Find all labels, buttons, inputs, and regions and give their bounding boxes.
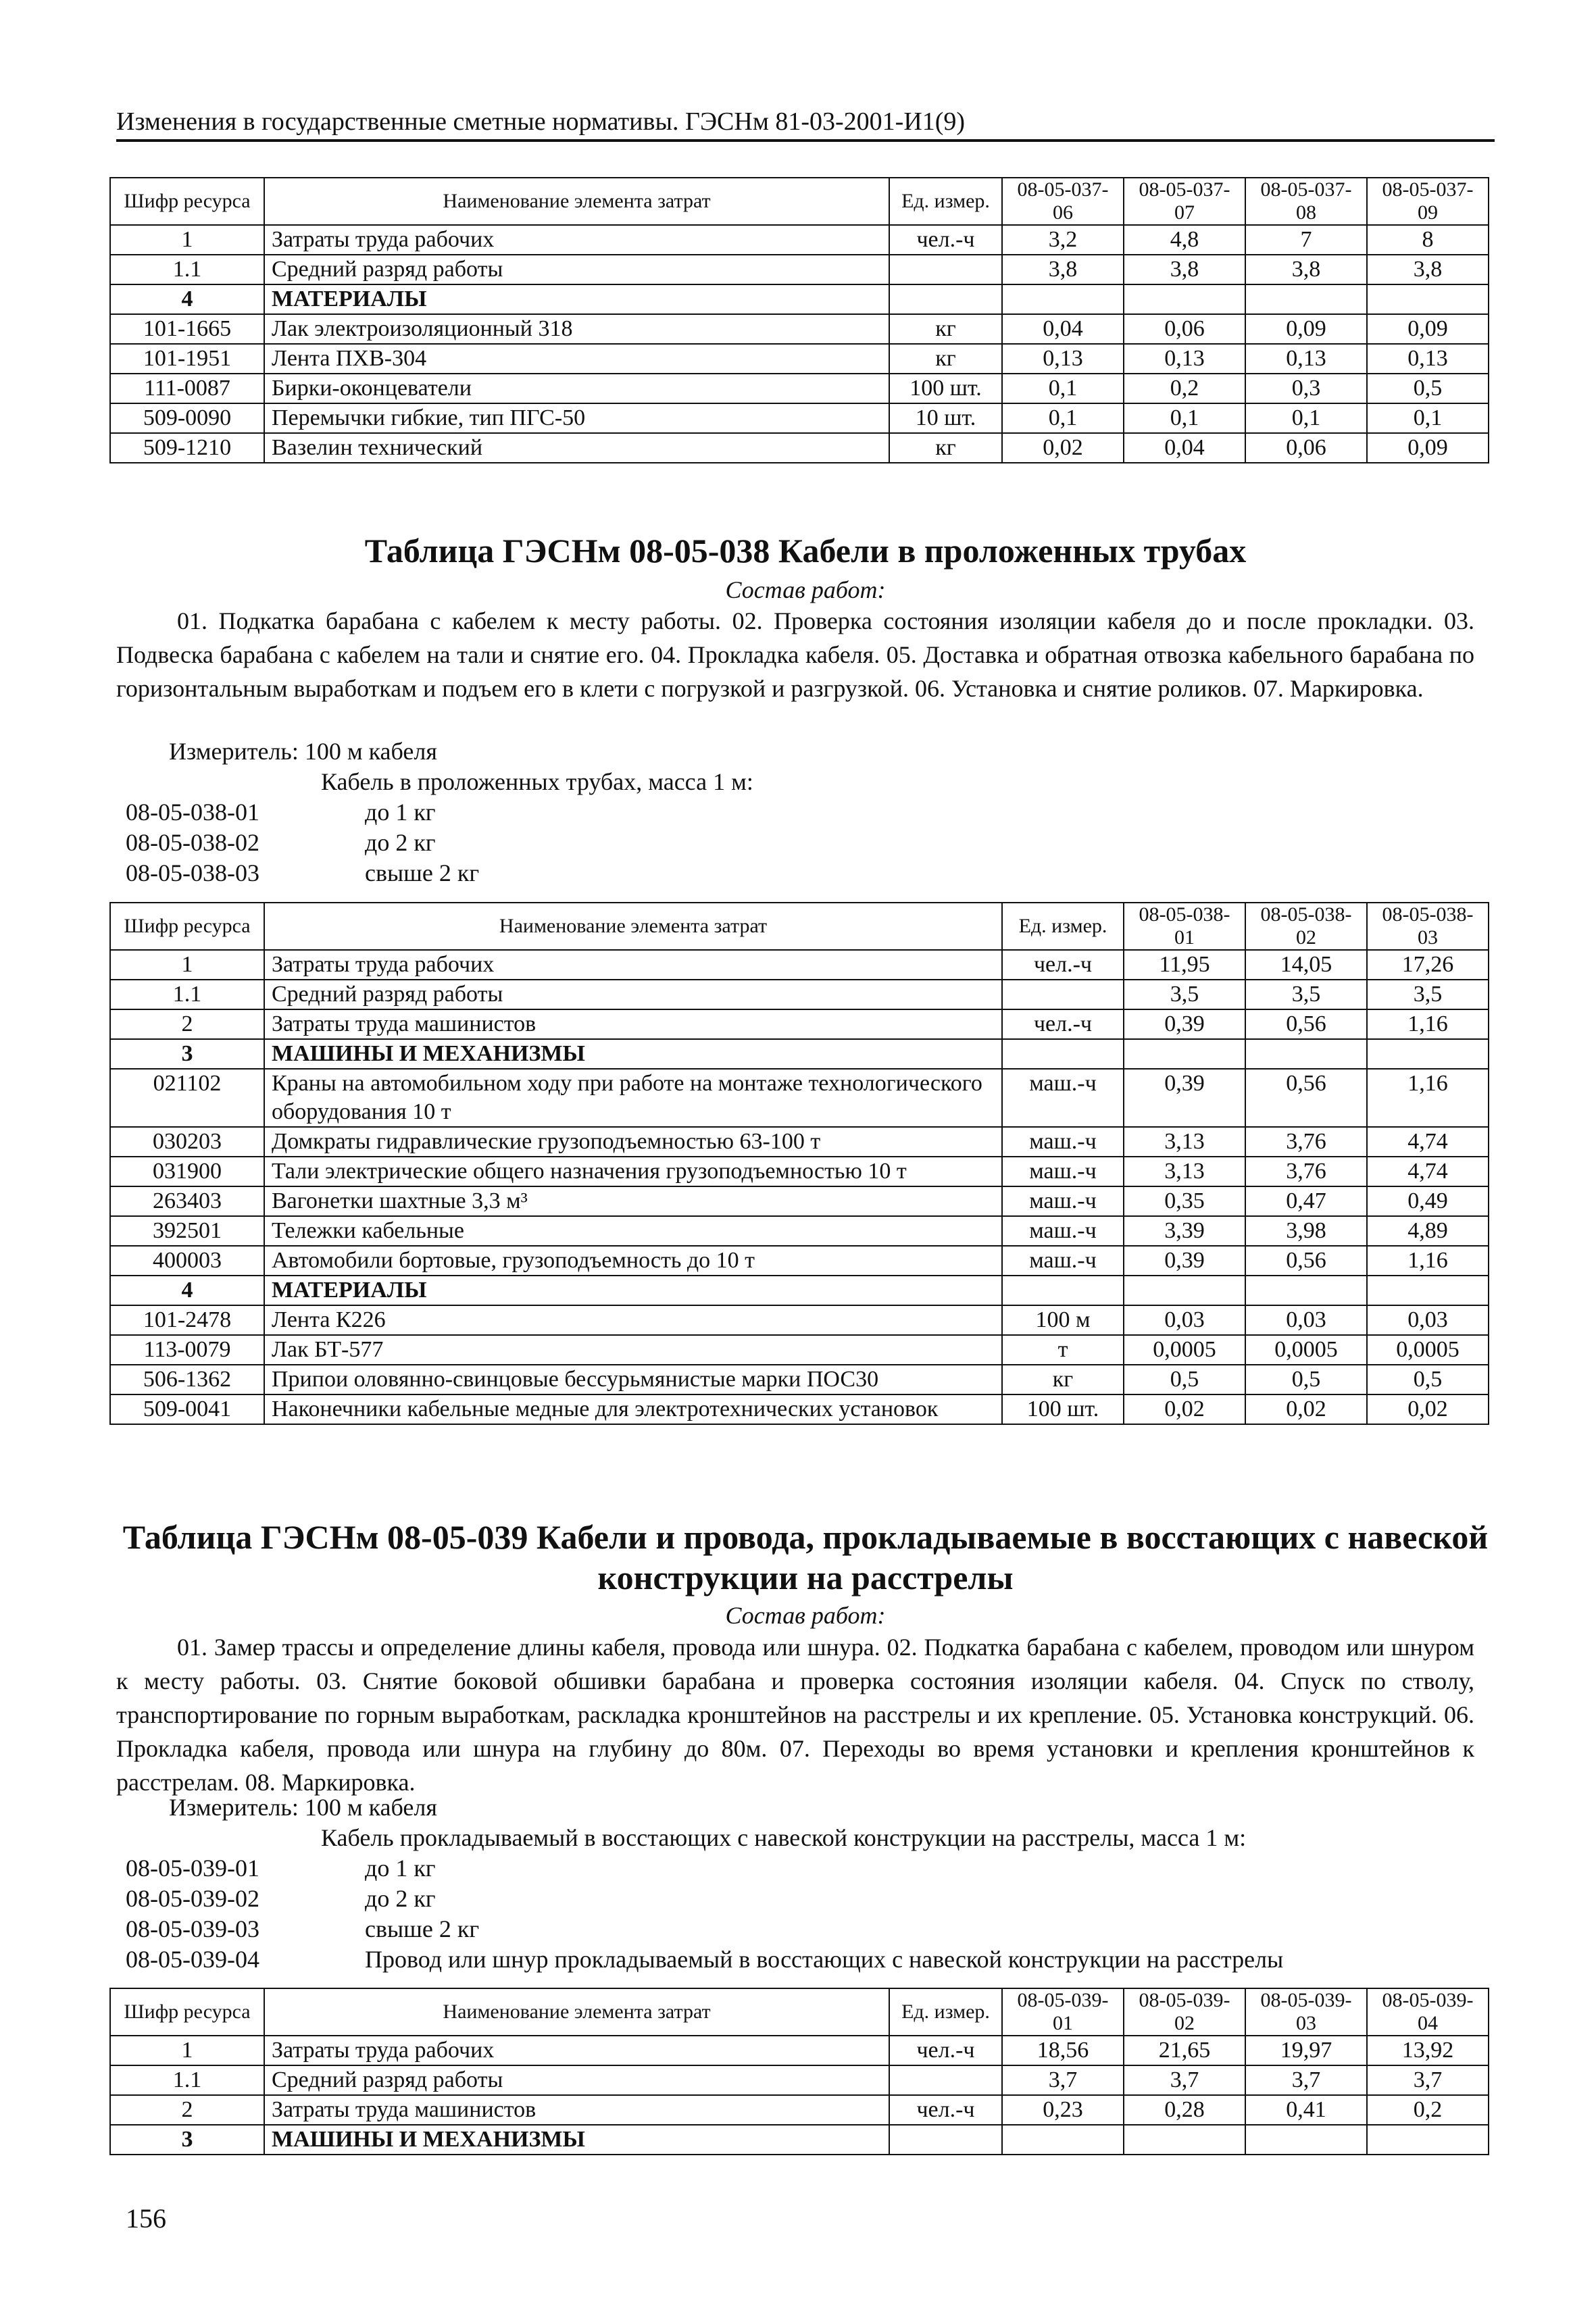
value-cell: 0,09 <box>1367 314 1489 344</box>
value-cell: 0,02 <box>1245 1394 1367 1424</box>
cost-element-cell: Лента ПХВ-304 <box>264 344 889 374</box>
value-cell: 3,7 <box>1002 2065 1124 2095</box>
cost-element-cell: Наконечники кабельные медные для электротехнических установок <box>264 1394 1002 1424</box>
cost-element-cell: Затраты труда машинистов <box>264 1009 1002 1039</box>
cost-element-cell: Бирки-оконцеватели <box>264 374 889 403</box>
value-cell: 0,56 <box>1245 1009 1367 1039</box>
resource-code-cell: 509-1210 <box>110 433 264 463</box>
column-header: Наименование элемента затрат <box>264 178 889 225</box>
table-header-row <box>110 1988 1489 2036</box>
table-row <box>110 1127 1489 1157</box>
cost-element-cell: Лента К226 <box>264 1305 1002 1335</box>
norm-description: до 1 кг <box>365 1855 436 1882</box>
unit-cell: маш.-ч <box>1002 1069 1124 1127</box>
resource-code-cell: 101-2478 <box>110 1305 264 1335</box>
norm-caption: Кабель в проложенных трубах, масса 1 м: <box>321 768 753 795</box>
norm-description: до 2 кг <box>365 829 436 856</box>
value-cell: 11,95 <box>1124 950 1245 980</box>
table-row <box>110 1186 1489 1216</box>
cost-element-cell: Тележки кабельные <box>264 1216 1002 1246</box>
unit-cell <box>1002 980 1124 1009</box>
unit-cell: т <box>1002 1335 1124 1365</box>
norm-code: 08-05-039-01 <box>126 1855 259 1882</box>
value-cell: 0,04 <box>1124 433 1245 463</box>
table-title-038: Таблица ГЭСНм 08-05-038 Кабели в проложенных трубах <box>364 532 1247 570</box>
table-row <box>110 1009 1489 1039</box>
resource-code-cell: 030203 <box>110 1127 264 1157</box>
value-cell: 1,16 <box>1367 1009 1489 1039</box>
work-composition-text: 01. Замер трассы и определение длины кабеля, провода или шнура. 02. Подкатка барабана с кабелем, проводом или шнуром к месту работы. 03. Снятие боковой обшивки барабана и проверка состояния изоляции кабеля. 04. Спуск по стволу, транспортирование по горным выработкам, раскладка кронштейнов на расстрелы и их крепление. 05. Установка конструкций. 06. Прокладка кабеля, провода или шнура на глубину до 80м. 07. Переходы во время установки и крепления кронштейнов к расстрелам. 08. Маркировка. <box>116 1634 1474 1796</box>
resource-code-cell: 509-0041 <box>110 1394 264 1424</box>
table-row <box>110 1394 1489 1424</box>
value-cell: 0,13 <box>1124 344 1245 374</box>
value-cell: 3,7 <box>1245 2065 1367 2095</box>
page-header: Изменения в государственные сметные нормативы. ГЭСНм 81-03-2001-И1(9) <box>116 107 1495 142</box>
table-row <box>110 2065 1489 2095</box>
value-cell <box>1367 1039 1489 1069</box>
cost-element-cell: Лак БТ-577 <box>264 1335 1002 1365</box>
cost-element-cell: Затраты труда рабочих <box>264 2036 889 2065</box>
norm-description: свыше 2 кг <box>365 1915 480 1942</box>
column-header: 08-05-038-02 <box>1245 903 1367 950</box>
value-cell: 0,09 <box>1245 314 1367 344</box>
value-cell: 0,5 <box>1367 374 1489 403</box>
unit-cell: 100 м <box>1002 1305 1124 1335</box>
value-cell: 0,56 <box>1245 1246 1367 1276</box>
cost-element-cell: Припои оловянно-свинцовые бессурьмянистые марки ПОС30 <box>264 1365 1002 1394</box>
value-cell: 0,5 <box>1124 1365 1245 1394</box>
value-cell: 13,92 <box>1367 2036 1489 2065</box>
value-cell <box>1124 1039 1245 1069</box>
resource-code-cell: 1.1 <box>110 2065 264 2095</box>
table-row <box>110 1157 1489 1186</box>
value-cell: 0,1 <box>1124 403 1245 433</box>
cost-element-cell: Домкраты гидравлические грузоподъемностью 63-100 т <box>264 1127 1002 1157</box>
value-cell: 0,56 <box>1245 1069 1367 1127</box>
value-cell <box>1124 284 1245 314</box>
value-cell: 0,0005 <box>1367 1335 1489 1365</box>
value-cell: 21,65 <box>1124 2036 1245 2065</box>
value-cell: 0,39 <box>1124 1009 1245 1039</box>
column-header: 08-05-037-06 <box>1002 178 1124 225</box>
resource-table-039 <box>109 1988 1489 2155</box>
cost-element-cell: МАШИНЫ И МЕХАНИЗМЫ <box>264 2125 889 2155</box>
table-header-row <box>110 903 1489 950</box>
unit-cell <box>889 2065 1002 2095</box>
column-header: Ед. измер. <box>1002 903 1124 950</box>
norm-description: до 1 кг <box>365 799 436 826</box>
value-cell: 3,2 <box>1002 225 1124 255</box>
norm-code: 08-05-039-02 <box>126 1885 259 1912</box>
value-cell: 3,76 <box>1245 1127 1367 1157</box>
value-cell: 0,23 <box>1002 2095 1124 2125</box>
resource-code-cell: 400003 <box>110 1246 264 1276</box>
value-cell: 3,7 <box>1124 2065 1245 2095</box>
value-cell: 0,13 <box>1367 344 1489 374</box>
value-cell: 0,02 <box>1367 1394 1489 1424</box>
resource-code-cell: 1 <box>110 225 264 255</box>
value-cell: 0,13 <box>1245 344 1367 374</box>
value-cell: 0,41 <box>1245 2095 1367 2125</box>
table-row <box>110 344 1489 374</box>
resource-code-cell: 3 <box>110 1039 264 1069</box>
column-header: Наименование элемента затрат <box>264 903 1002 950</box>
table-header-row <box>110 178 1489 225</box>
unit-cell <box>889 2125 1002 2155</box>
cost-element-cell: Затраты труда рабочих <box>264 950 1002 980</box>
resource-code-cell: 1 <box>110 2036 264 2065</box>
value-cell: 7 <box>1245 225 1367 255</box>
column-header: Ед. измер. <box>889 1988 1002 2036</box>
unit-cell <box>1002 1276 1124 1305</box>
table-row <box>110 1365 1489 1394</box>
value-cell: 0,02 <box>1002 433 1124 463</box>
table-row <box>110 314 1489 344</box>
cost-element-cell: Вазелин технический <box>264 433 889 463</box>
resource-code-cell: 509-0090 <box>110 403 264 433</box>
measure-unit: Измеритель: 100 м кабеля <box>169 738 437 765</box>
unit-cell: чел.-ч <box>889 225 1002 255</box>
measure-unit: Измеритель: 100 м кабеля <box>169 1794 437 1821</box>
resource-code-cell: 111-0087 <box>110 374 264 403</box>
column-header: Наименование элемента затрат <box>264 1988 889 2036</box>
cost-element-cell: Затраты труда машинистов <box>264 2095 889 2125</box>
value-cell: 0,1 <box>1002 403 1124 433</box>
value-cell: 3,5 <box>1124 980 1245 1009</box>
table-row <box>110 255 1489 284</box>
value-cell: 0,0005 <box>1124 1335 1245 1365</box>
norm-code: 08-05-038-02 <box>126 829 259 856</box>
table-row <box>110 2125 1489 2155</box>
work-composition-text: 01. Подкатка барабана с кабелем к месту работы. 02. Проверка состояния изоляции кабеля до и после прокладки. 03. Подвеска барабана с кабелем на тали и снятие его. 04. Прокладка кабеля. 05. Доставка и обратная отвозка кабельного барабана по горизонтальным выработкам и подъем его в клети с погрузкой и разгрузкой. 06. Установка и снятие роликов. 07. Маркировка. <box>116 607 1474 702</box>
column-header: 08-05-038-01 <box>1124 903 1245 950</box>
table-row <box>110 2036 1489 2065</box>
value-cell: 0,3 <box>1245 374 1367 403</box>
value-cell: 0,2 <box>1367 2095 1489 2125</box>
value-cell: 3,39 <box>1124 1216 1245 1246</box>
resource-code-cell: 3 <box>110 2125 264 2155</box>
work-composition-label: Состав работ: <box>725 576 886 603</box>
cost-element-cell: Средний разряд работы <box>264 980 1002 1009</box>
unit-cell: чел.-ч <box>1002 950 1124 980</box>
value-cell: 0,06 <box>1124 314 1245 344</box>
resource-table-037 <box>109 177 1489 463</box>
value-cell <box>1367 2125 1489 2155</box>
table-row <box>110 980 1489 1009</box>
cost-element-cell: Средний разряд работы <box>264 2065 889 2095</box>
resource-code-cell: 2 <box>110 2095 264 2125</box>
cost-element-cell: Перемычки гибкие, тип ПГС-50 <box>264 403 889 433</box>
resource-code-cell: 101-1665 <box>110 314 264 344</box>
norm-description: до 2 кг <box>365 1885 436 1912</box>
cost-element-cell: Средний разряд работы <box>264 255 889 284</box>
value-cell: 17,26 <box>1367 950 1489 980</box>
table-row <box>110 1305 1489 1335</box>
value-cell <box>1245 1276 1367 1305</box>
unit-cell <box>889 255 1002 284</box>
value-cell: 14,05 <box>1245 950 1367 980</box>
value-cell: 3,5 <box>1367 980 1489 1009</box>
value-cell: 0,06 <box>1245 433 1367 463</box>
column-header: Ед. измер. <box>889 178 1002 225</box>
value-cell: 1,16 <box>1367 1246 1489 1276</box>
value-cell: 0,35 <box>1124 1186 1245 1216</box>
value-cell: 0,02 <box>1124 1394 1245 1424</box>
value-cell: 0,5 <box>1367 1365 1489 1394</box>
table-row <box>110 225 1489 255</box>
unit-cell: маш.-ч <box>1002 1216 1124 1246</box>
norm-description: свыше 2 кг <box>365 859 480 886</box>
cost-element-cell: Лак электроизоляционный 318 <box>264 314 889 344</box>
cost-element-cell: МАШИНЫ И МЕХАНИЗМЫ <box>264 1039 1002 1069</box>
resource-code-cell: 1.1 <box>110 980 264 1009</box>
value-cell: 0,03 <box>1245 1305 1367 1335</box>
resource-code-cell: 2 <box>110 1009 264 1039</box>
table-row <box>110 1039 1489 1069</box>
value-cell: 0,13 <box>1002 344 1124 374</box>
resource-code-cell: 4 <box>110 1276 264 1305</box>
value-cell: 0,49 <box>1367 1186 1489 1216</box>
unit-cell: кг <box>889 344 1002 374</box>
unit-cell: кг <box>1002 1365 1124 1394</box>
value-cell: 1,16 <box>1367 1069 1489 1127</box>
unit-cell: маш.-ч <box>1002 1246 1124 1276</box>
unit-cell <box>1002 1039 1124 1069</box>
value-cell: 3,8 <box>1002 255 1124 284</box>
unit-cell: маш.-ч <box>1002 1127 1124 1157</box>
resource-code-cell: 392501 <box>110 1216 264 1246</box>
value-cell: 8 <box>1367 225 1489 255</box>
column-header: Шифр ресурса <box>110 1988 264 2036</box>
norm-code: 08-05-038-03 <box>126 859 259 886</box>
cost-element-cell: МАТЕРИАЛЫ <box>264 284 889 314</box>
column-header: 08-05-039-03 <box>1245 1988 1367 2036</box>
value-cell: 3,8 <box>1124 255 1245 284</box>
table-row <box>110 433 1489 463</box>
column-header: Шифр ресурса <box>110 903 264 950</box>
value-cell: 0,09 <box>1367 433 1489 463</box>
unit-cell <box>889 284 1002 314</box>
value-cell <box>1245 284 1367 314</box>
unit-cell: 100 шт. <box>1002 1394 1124 1424</box>
resource-code-cell: 4 <box>110 284 264 314</box>
value-cell <box>1367 284 1489 314</box>
resource-code-cell: 1 <box>110 950 264 980</box>
value-cell: 18,56 <box>1002 2036 1124 2065</box>
value-cell: 3,7 <box>1367 2065 1489 2095</box>
column-header: 08-05-039-02 <box>1124 1988 1245 2036</box>
resource-code-cell: 506-1362 <box>110 1365 264 1394</box>
value-cell: 0,39 <box>1124 1069 1245 1127</box>
value-cell: 0,5 <box>1245 1365 1367 1394</box>
value-cell: 0,28 <box>1124 2095 1245 2125</box>
value-cell: 19,97 <box>1245 2036 1367 2065</box>
resource-table-038 <box>109 902 1489 1425</box>
cost-element-cell: Тали электрические общего назначения грузоподъемностью 10 т <box>264 1157 1002 1186</box>
unit-cell: маш.-ч <box>1002 1157 1124 1186</box>
value-cell: 3,13 <box>1124 1157 1245 1186</box>
unit-cell: 10 шт. <box>889 403 1002 433</box>
cost-element-cell: Краны на автомобильном ходу при работе на монтаже технологического оборудования 10 т <box>264 1069 1002 1127</box>
table-row <box>110 1335 1489 1365</box>
value-cell: 0,03 <box>1124 1305 1245 1335</box>
value-cell: 0,39 <box>1124 1246 1245 1276</box>
cost-element-cell: МАТЕРИАЛЫ <box>264 1276 1002 1305</box>
table-row <box>110 1069 1489 1127</box>
value-cell: 0,1 <box>1245 403 1367 433</box>
column-header: Шифр ресурса <box>110 178 264 225</box>
cost-element-cell: Вагонетки шахтные 3,3 м³ <box>264 1186 1002 1216</box>
resource-code-cell: 021102 <box>110 1069 264 1127</box>
unit-cell: чел.-ч <box>889 2036 1002 2065</box>
norm-description: Провод или шнур прокладываемый в восстающих с навеской конструкции на расстрелы <box>365 1946 1284 1973</box>
table-title-039: Таблица ГЭСНм 08-05-039 Кабели и провода, прокладываемые в восстающих с навеской конструкции на расстрелы <box>122 1518 1489 1596</box>
unit-cell: 100 шт. <box>889 374 1002 403</box>
value-cell <box>1245 1039 1367 1069</box>
table-row <box>110 284 1489 314</box>
value-cell: 3,98 <box>1245 1216 1367 1246</box>
value-cell: 0,03 <box>1367 1305 1489 1335</box>
cost-element-cell: Затраты труда рабочих <box>264 225 889 255</box>
resource-code-cell: 263403 <box>110 1186 264 1216</box>
table-row <box>110 1246 1489 1276</box>
column-header: 08-05-039-01 <box>1002 1988 1124 2036</box>
value-cell: 3,13 <box>1124 1127 1245 1157</box>
unit-cell: чел.-ч <box>889 2095 1002 2125</box>
table-row <box>110 950 1489 980</box>
value-cell: 3,8 <box>1367 255 1489 284</box>
value-cell: 0,47 <box>1245 1186 1367 1216</box>
value-cell: 4,8 <box>1124 225 1245 255</box>
page-number: 156 <box>126 2203 166 2234</box>
norm-caption: Кабель прокладываемый в восстающих с навеской конструкции на расстрелы, масса 1 м: <box>321 1824 1247 1851</box>
value-cell: 0,2 <box>1124 374 1245 403</box>
column-header: 08-05-037-09 <box>1367 178 1489 225</box>
resource-code-cell: 031900 <box>110 1157 264 1186</box>
value-cell: 4,74 <box>1367 1157 1489 1186</box>
column-header: 08-05-038-03 <box>1367 903 1489 950</box>
unit-cell: маш.-ч <box>1002 1186 1124 1216</box>
table-row <box>110 403 1489 433</box>
value-cell: 0,1 <box>1367 403 1489 433</box>
value-cell <box>1124 1276 1245 1305</box>
column-header: 08-05-037-08 <box>1245 178 1367 225</box>
unit-cell: чел.-ч <box>1002 1009 1124 1039</box>
value-cell: 0,0005 <box>1245 1335 1367 1365</box>
value-cell: 3,76 <box>1245 1157 1367 1186</box>
column-header: 08-05-037-07 <box>1124 178 1245 225</box>
cost-element-cell: Автомобили бортовые, грузоподъемность до 10 т <box>264 1246 1002 1276</box>
column-header: 08-05-039-04 <box>1367 1988 1489 2036</box>
value-cell <box>1002 2125 1124 2155</box>
value-cell <box>1245 2125 1367 2155</box>
value-cell: 4,74 <box>1367 1127 1489 1157</box>
resource-code-cell: 113-0079 <box>110 1335 264 1365</box>
norm-code: 08-05-039-04 <box>126 1946 259 1973</box>
norm-code: 08-05-038-01 <box>126 799 259 826</box>
value-cell: 0,1 <box>1002 374 1124 403</box>
resource-code-cell: 101-1951 <box>110 344 264 374</box>
table-row <box>110 1276 1489 1305</box>
table-row <box>110 1216 1489 1246</box>
table-row <box>110 374 1489 403</box>
work-composition-label: Состав работ: <box>725 1602 886 1629</box>
table-row <box>110 2095 1489 2125</box>
unit-cell: кг <box>889 433 1002 463</box>
value-cell: 4,89 <box>1367 1216 1489 1246</box>
resource-code-cell: 1.1 <box>110 255 264 284</box>
value-cell <box>1124 2125 1245 2155</box>
value-cell: 0,04 <box>1002 314 1124 344</box>
value-cell <box>1367 1276 1489 1305</box>
value-cell: 3,8 <box>1245 255 1367 284</box>
unit-cell: кг <box>889 314 1002 344</box>
value-cell <box>1002 284 1124 314</box>
value-cell: 3,5 <box>1245 980 1367 1009</box>
norm-code: 08-05-039-03 <box>126 1915 259 1942</box>
